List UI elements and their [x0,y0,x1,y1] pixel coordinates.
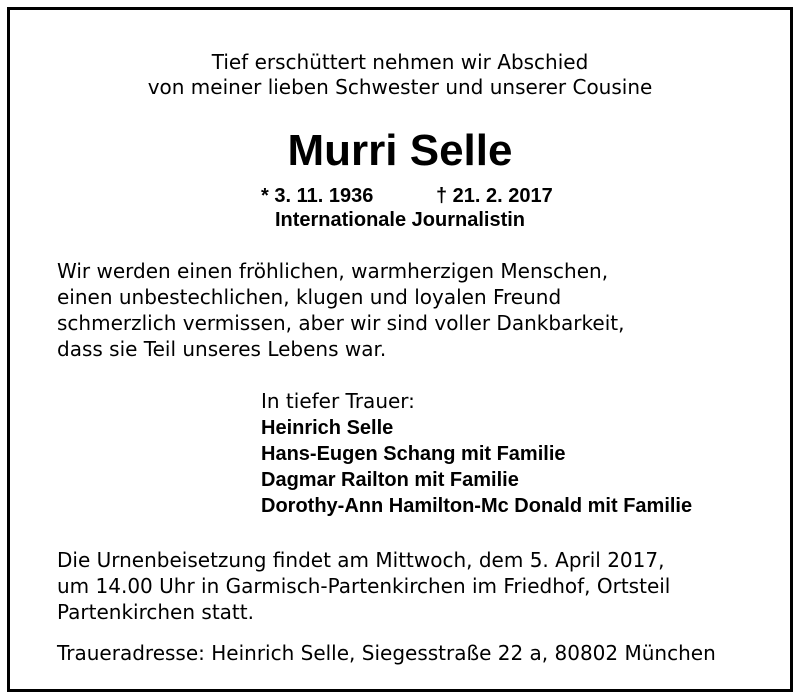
message-line-1: Wir werden einen fröhlichen, warmherzigen Menschen, [57,259,609,283]
obituary-notice [7,7,793,692]
mourner-2: Hans-Eugen Schang mit Familie [261,443,566,465]
intro-line-1: Tief erschüttert nehmen wir Abschied [211,50,589,74]
burial-line-2: um 14.00 Uhr in Garmisch-Partenkirchen im Friedhof, Ortsteil [57,574,671,598]
message-line-2: einen unbestechlichen, klugen und loyalen Freund [57,285,562,309]
death-date: † 21. 2. 2017 [436,185,553,207]
profession: Internationale Journalistin [274,209,526,231]
mourner-4: Dorothy-Ann Hamilton-Mc Donald mit Familie [261,495,693,517]
mourning-address: Traueradresse: Heinrich Selle, Siegesstraße 22 a, 80802 München [57,641,716,665]
message-line-3: schmerzlich vermissen, aber wir sind voller Dankbarkeit, [57,311,625,335]
deceased-name: Murri Selle [287,126,513,175]
message-line-4: dass sie Teil unseres Lebens war. [57,337,387,361]
mourning-label: In tiefer Trauer: [261,389,415,413]
burial-line-1: Die Urnenbeisetzung findet am Mittwoch, dem 5. April 2017, [57,548,665,572]
intro-line-2: von meiner lieben Schwester und unserer Cousine [147,75,653,99]
mourner-3: Dagmar Railton mit Familie [261,469,519,491]
birth-date: * 3. 11. 1936 [261,185,374,207]
mourner-1: Heinrich Selle [261,417,394,439]
burial-line-3: Partenkirchen statt. [57,600,254,624]
